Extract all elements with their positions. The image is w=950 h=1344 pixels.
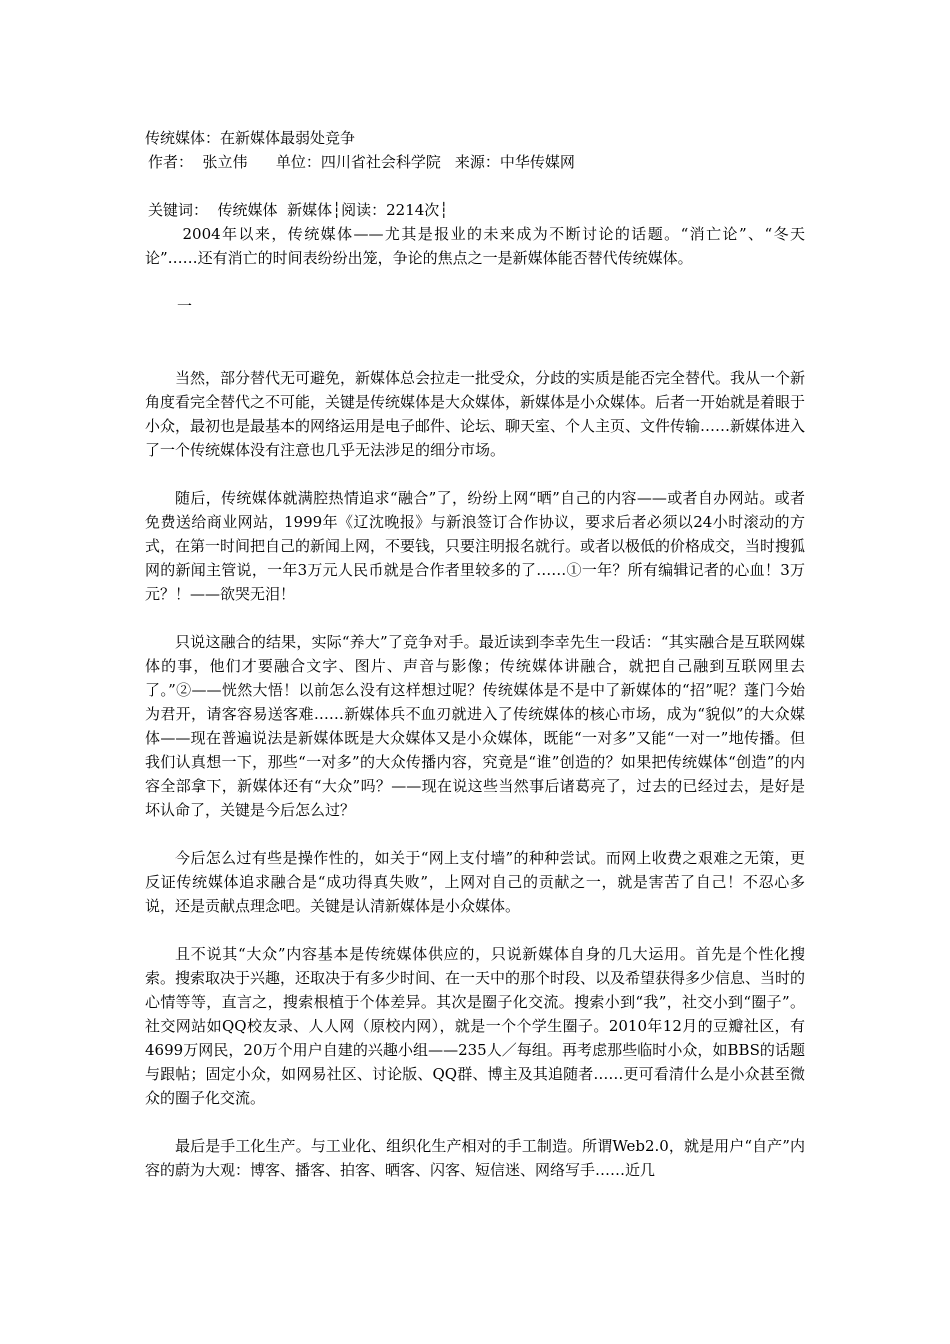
- spacer: [145, 822, 805, 846]
- body-paragraph: 只说这融合的结果，实际“养大”了竞争对手。最近读到李幸先生一段话：“其实融合是互联网媒体的事，他们才要融合文字、图片、声音与影像；传统媒体讲融合，就把自己融到互联网里去了。”②——恍然大悟！以前怎么没有这样想过呢？传统媒体是不是中了新媒体的“招”呢？蓬门今始为君开，请客容易送客难……新媒体兵不血刃就进入了传统媒体的核心市场，成为“貌似”的大众媒体——现在普遍说法是新媒体既是大众媒体又是小众媒体，既能“一对多”又能“一对一”地传播。但我们认真想一下，那些“一对多”的大众传播内容，究竟是“谁”创造的？如果把传统媒体“创造”的内容全部拿下，新媒体还有“大众”吗？——现在说这些当然事后诸葛亮了，过去的已经过去，是好是坏认命了，关键是今后怎么过？: [145, 633, 805, 819]
- spacer: [145, 462, 805, 486]
- spacer: [145, 1110, 805, 1134]
- body-paragraph: 最后是手工化生产。与工业化、组织化生产相对的手工制造。所谓Web2.0，就是用户“自产”内容的蔚为大观：博客、播客、拍客、晒客、闪客、短信迷、网络写手……近几: [145, 1137, 805, 1179]
- spacer: [145, 606, 805, 630]
- intro-paragraph: 2004年以来，传统媒体——尤其是报业的未来成为不断讨论的话题。“消亡论”、“冬天论”……还有消亡的时间表纷纷出笼，争论的焦点之一是新媒体能否替代传统媒体。: [145, 225, 805, 267]
- article-title: 传统媒体：在新媒体最弱处竞争: [145, 129, 356, 147]
- spacer: [145, 342, 805, 366]
- spacer: [145, 270, 805, 294]
- unit-line: 单位：四川省社会科学院: [275, 153, 441, 171]
- spacer: [145, 318, 805, 342]
- body-paragraph: 今后怎么过有些是操作性的，如关于“网上支付墙”的种种尝试。而网上收费之艰难之无策，更反证传统媒体追求融合是“成功得真失败”，上网对自己的贡献之一，就是害苦了自己！不忍心多说，还是贡献点理念吧。关键是认清新媒体是小众媒体。: [145, 849, 805, 915]
- source-line: 来源：中华传媒网: [454, 153, 575, 171]
- keywords-line: 关键词： 传统媒体 新媒体┆阅读：2214次┆: [148, 201, 449, 219]
- body-paragraph: 当然，部分替代无可避免，新媒体总会拉走一批受众，分歧的实质是能否完全替代。我从一个新角度看完全替代之不可能，关键是传统媒体是大众媒体，新媒体是小众媒体。后者一开始就是着眼于小众，最初也是最基本的网络运用是电子邮件、论坛、聊天室、个人主页、文件传输……新媒体进入了一个传统媒体没有注意也几乎无法涉足的细分市场。: [145, 369, 806, 459]
- article-meta: [145, 150, 805, 174]
- body-paragraph: 且不说其“大众”内容基本是传统媒体供应的，只说新媒体自身的几大运用。首先是个性化搜索。搜索取决于兴趣，还取决于有多少时间、在一天中的那个时段、以及希望获得多少信息、当时的心情等等，直言之，搜索根植于个体差异。其次是圈子化交流。搜索小到“我”，社交小到“圈子”。社交网站如QQ校友录、人人网（原校内网），就是一个个学生圈子。2010年12月的豆瓣社区，有4699万网民，20万个用户自建的兴趣小组——235人／每组。再考虑那些临时小众，如BBS的话题与跟帖；固定小众，如网易社区、讨论版、QQ群、博主及其追随者……更可看清什么是小众甚至微众的圈子化交流。: [145, 945, 806, 1107]
- section-heading: 一: [177, 297, 193, 315]
- body-paragraph: 随后，传统媒体就满腔热情追求“融合”了，纷纷上网“晒”自己的内容——或者自办网站。或者免费送给商业网站，1999年《辽沈晚报》与新浪签订合作协议，要求后者必须以24小时滚动的方式，在第一时间把自己的新闻上网，不要钱，只要注明报名就行。或者以极低的价格成交，当时搜狐网的新闻主管说，一年3万元人民币就是合作者里较多的了……①一年？所有编辑记者的心血！3万元？！——欲哭无泪！: [145, 489, 806, 603]
- author-line: 作者： 张立伟: [148, 153, 248, 171]
- article-body: [145, 126, 805, 1182]
- spacer: [145, 918, 805, 942]
